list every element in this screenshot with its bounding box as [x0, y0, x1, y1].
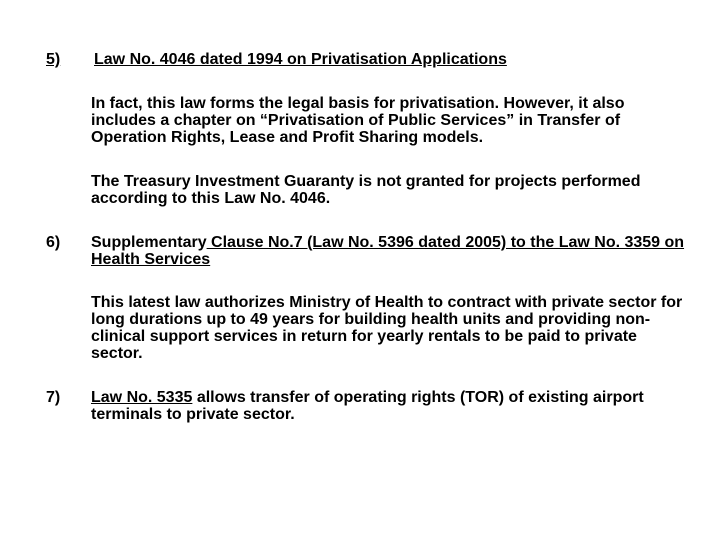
- item-paragraph-5-2: The Treasury Investment Guaranty is not granted for projects performed according to this Law No. 4046.: [91, 173, 641, 207]
- item-number-7: 7): [46, 389, 61, 406]
- item-number-6: 6): [46, 234, 61, 251]
- item-heading-6-plain: Supplementary: [91, 234, 207, 251]
- item-heading-6-underlined: Clause No.7 (Law No. 5396 dated 2005) to the Law No. 3359 on Health Services: [91, 234, 685, 268]
- item-heading-7-rest: allows transfer of operating rights (TOR) of existing airport terminals to private sector.: [91, 389, 644, 423]
- item-number-5: 5): [46, 51, 61, 68]
- item-heading-7-underlined: Law No. 5335: [91, 389, 193, 406]
- item-heading-6: [91, 234, 691, 268]
- item-heading-7: [91, 389, 691, 423]
- item-paragraph-5-1: In fact, this law forms the legal basis for privatisation. However, it also includes a chapter on “Privatisation of Public Services” in Transfer of Operation Rights, Lease and Profit Sharing models.: [91, 95, 625, 146]
- item-paragraph-6-1: This latest law authorizes Ministry of Health to contract with private sector for long durations up to 49 years for building health units and providing non-clinical support services in return for yearly rentals to be paid to private sector.: [91, 294, 683, 362]
- item-heading-5: Law No. 4046 dated 1994 on Privatisation Applications: [94, 51, 507, 68]
